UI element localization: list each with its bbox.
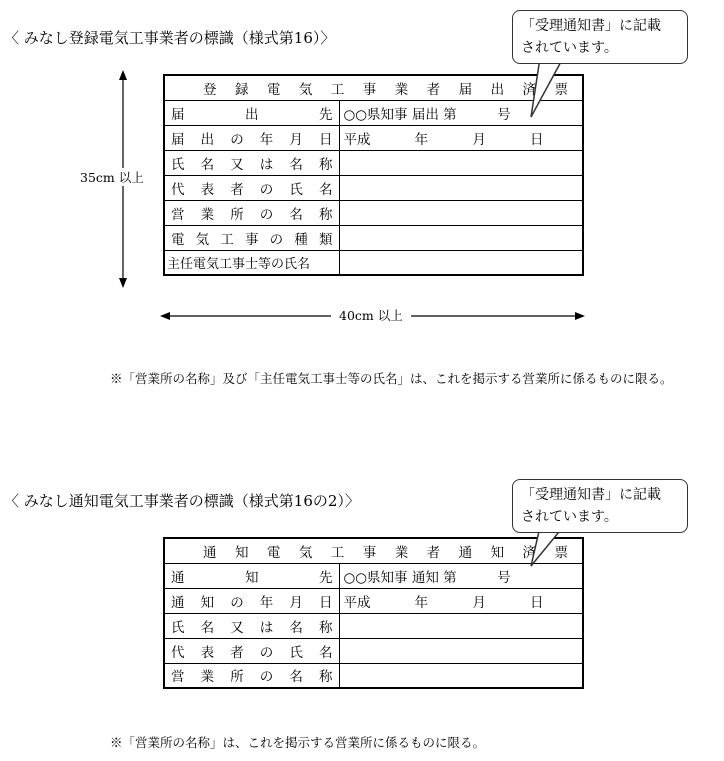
section1-note: ※「営業所の名称」及び「主任電気工事士等の氏名」は、これを掲示する営業所に係るものに限る。 (110, 371, 673, 386)
row-label: 代表者の氏名 (164, 638, 339, 663)
year-label: 年 (414, 131, 429, 148)
row-label: 届出の年月日 (164, 125, 339, 150)
callout-2-line1: 「受理通知書」に記載 (521, 487, 661, 503)
table-title: 通知電気工事業者通知済票 (164, 538, 583, 563)
section1-heading: 〈 みなし登録電気工事業者の標識（様式第16）〉 (4, 29, 336, 47)
row-label: 営業所の名称 (164, 200, 339, 225)
row-label: 通知先 (164, 563, 339, 588)
row-label: 主任電気工事士等の氏名 (164, 250, 339, 275)
era-label: 平成 (343, 594, 371, 611)
row-label: 氏名又は名称 (164, 613, 339, 638)
row-value: ○○県知事 届出 第 号 (339, 100, 583, 125)
row-label: 届出先 (164, 100, 339, 125)
row-value: ○○県知事 通知 第 号 (339, 563, 583, 588)
row-label: 営業所の名称 (164, 663, 339, 688)
section2-heading: 〈 みなし通知電気工事業者の標識（様式第16の2）〉 (4, 492, 360, 510)
year-label: 年 (414, 594, 429, 611)
row-label: 代表者の氏名 (164, 175, 339, 200)
width-dimension-label: 40cm 以上 (331, 306, 411, 324)
month-label: 月 (472, 131, 486, 148)
table-title: 登録電気工事業者届出済票 (164, 75, 583, 100)
section2-note: ※「営業所の名称」は、これを掲示する営業所に係るものに限る。 (110, 735, 486, 750)
height-dimension-label: 35cm 以上 (80, 170, 144, 185)
month-label: 月 (472, 594, 486, 611)
callout-1-line1: 「受理通知書」に記載 (521, 18, 661, 34)
day-label: 日 (529, 131, 544, 148)
era-label: 平成 (343, 131, 371, 148)
row-label: 通知の年月日 (164, 588, 339, 613)
callout-2-line2: されています。 (521, 509, 618, 525)
row-label: 電気工事の種類 (164, 225, 339, 250)
day-label: 日 (529, 594, 544, 611)
callout-1-line2: されています。 (521, 40, 618, 56)
callout-1 (512, 10, 688, 64)
callout-2 (512, 479, 688, 533)
row-label: 氏名又は名称 (164, 150, 339, 175)
